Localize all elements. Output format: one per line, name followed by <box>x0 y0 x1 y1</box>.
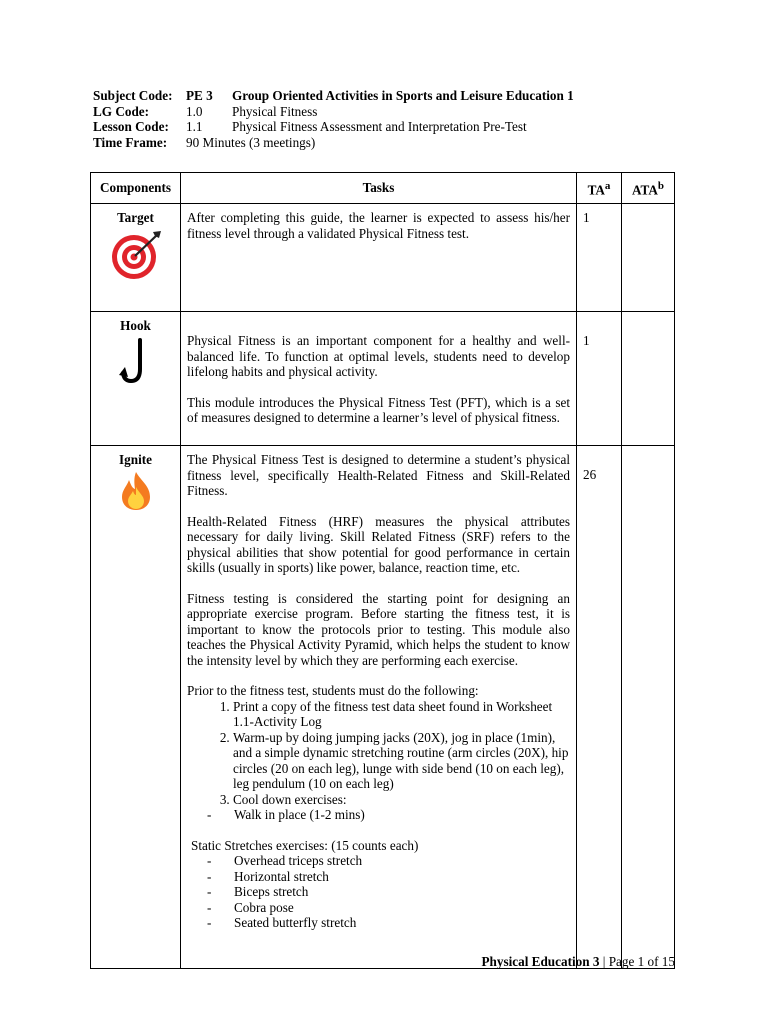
component-label: Ignite <box>119 452 152 467</box>
component-label: Hook <box>120 318 151 333</box>
time-frame-value: 90 Minutes (3 meetings) <box>186 134 316 150</box>
components-header: Components <box>91 173 181 204</box>
list-item: - Cobra pose <box>207 900 570 916</box>
ata-ignite <box>622 446 675 969</box>
tasks-header: Tasks <box>181 173 577 204</box>
list-item: 1. Print a copy of the fitness test data sheet found in Worksheet 1.1-Activity Log <box>233 699 570 730</box>
static-stretches-list <box>187 853 570 931</box>
component-label: Target <box>117 210 154 225</box>
table-row-ignite <box>91 446 675 969</box>
list-item: - Biceps stretch <box>207 884 570 900</box>
list-item: 2. Warm-up by doing jumping jacks (20X), jog in place (1min), and a simple dynamic stretching routine (arm circles (20X), hip circles (20 on each leg), lunge with side bend (10 on each leg), leg pendulum (10 on each leg) <box>233 730 570 792</box>
component-target <box>91 204 181 312</box>
table-row-target <box>91 204 675 312</box>
lesson-code-value: 1.1 <box>186 119 203 134</box>
task-target: After completing this guide, the learner is expected to assess his/her fitness level through a validated Physical Fitness test. <box>181 204 577 312</box>
table-header-row <box>91 173 675 204</box>
lesson-title: Physical Fitness Assessment and Interpretation Pre-Test <box>232 119 527 134</box>
list-item: 3. Cool down exercises: <box>233 792 570 808</box>
lesson-table <box>90 172 675 969</box>
list-item: - Seated butterfly stretch <box>207 915 570 931</box>
subject-code-label: Subject Code: <box>93 88 173 103</box>
ata-hook <box>622 312 675 446</box>
page-footer <box>481 954 675 970</box>
footer-separator: | <box>599 954 609 969</box>
ata-target <box>622 204 675 312</box>
lg-title: Physical Fitness <box>232 103 318 119</box>
subject-code-value: PE 3 <box>186 88 213 103</box>
lesson-code-label: Lesson Code: <box>93 119 169 134</box>
lg-code-label: LG Code: <box>93 103 150 119</box>
fire-icon <box>119 471 153 511</box>
ta-header: $TA^a$ <box>577 173 622 204</box>
task-hook: Physical Fitness is an important component for a healthy and well-balanced life. To function at optimal levels, students need to develop lifelong habits and physical activity. This module introduces the Physical Fitness Test (PFT), which is a set of measures designed to determine a learner’s level of physical fitness. <box>181 312 577 446</box>
component-hook <box>91 312 181 446</box>
ta-target: 1 <box>577 204 622 312</box>
lg-code-value: 1.0 <box>186 103 203 119</box>
ta-hook: 1 <box>577 312 622 446</box>
time-frame-label: Time Frame: <box>93 134 168 150</box>
preparation-steps <box>187 699 570 808</box>
list-item: - Horizontal stretch <box>207 869 570 885</box>
subject-title: Group Oriented Activities in Sports and Leisure Education 1 <box>232 88 574 103</box>
list-item: - Overhead triceps stretch <box>207 853 570 869</box>
cooldown-list <box>187 807 570 823</box>
page-number: Page 1 of 15 <box>608 954 675 969</box>
ta-ignite: 26 <box>577 446 622 969</box>
hook-icon <box>119 337 153 385</box>
ata-header: ATA$^b$ <box>622 173 675 204</box>
static-stretches-title: Static Stretches exercises: (15 counts each) <box>191 837 419 853</box>
footer-title: Physical Education 3 <box>481 954 600 969</box>
task-ignite: The Physical Fitness Test is designed to determine a student’s physical fitness level, specifically Health-Related Fitness and Skill-Related Fitness. Health-Related Fitness (HRF) measures the physical attributes necessary for daily living. Skill Related Fitness (SRF) refers to the physical abilities that show potential for good performance in certain skills (usually in sports) like power, balance, reaction time, etc. Fitness testing is considered the starting point for designing an appropriate exercise program. Before starting the fitness test, it is important to know the protocols prior to testing. This module also teaches the Physical Activity Pyramid, which helps the student to know the intensity level by which they are performing each exercise. Prior to the fitness test, students must do the following: 1. Print a copy of the fitness test data sheet found in Worksheet 1.1-Activity Log 2. Warm-up by doing jumping jacks (20X), jog in place (1min), and a simple dynamic stretching routine (arm circles (20X), hip circles (20 on each leg), lunge with side bend (10 on each leg), leg pendulum (10 on each leg) 3. Cool down exercises: - Walk in place (1-2 mins) Static Stretches exercises: (15 counts each) - Overhead triceps stretch - Horizontal stretch - Biceps stretch - Cobra pose - Seated butterfly stretch <box>181 446 577 969</box>
component-ignite <box>91 446 181 969</box>
table-row-hook <box>91 312 675 446</box>
list-item: - Walk in place (1-2 mins) <box>207 807 570 823</box>
target-icon <box>109 229 163 281</box>
